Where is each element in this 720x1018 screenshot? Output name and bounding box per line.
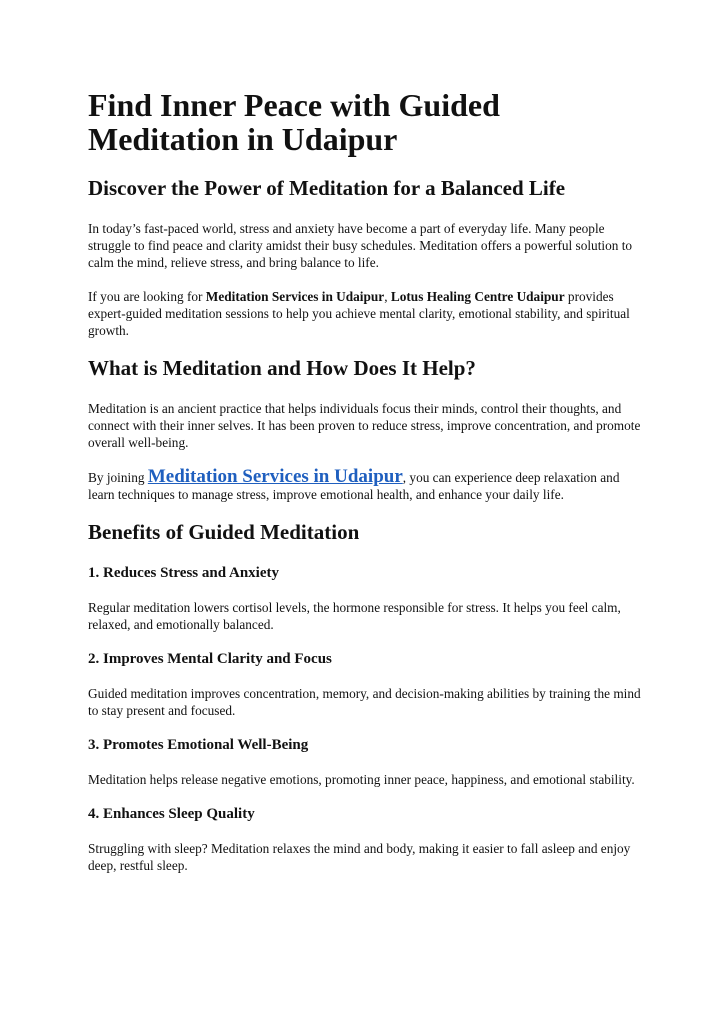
intro-paragraph-1: In today’s fast-paced world, stress and anxiety have become a part of everyday life. Many people struggle to find peace and clarity amidst their busy schedules. Meditation offers a powerful solution to calm the mind, relieve stress, and bring balance to life.	[88, 221, 633, 270]
benefit-2-title: 2. Improves Mental Clarity and Focus	[88, 651, 332, 667]
section-benefits-heading: Benefits of Guided Meditation	[88, 520, 360, 544]
intro-p2-suffix: provides expert-guided meditation sessions to help you achieve mental clarity, emotional stability, and spiritual growth.	[88, 289, 630, 338]
section-what-p2-prefix: By joining	[88, 470, 148, 485]
benefit-1-title: 1. Reduces Stress and Anxiety	[88, 565, 279, 581]
section-what-heading: What is Meditation and How Does It Help?	[88, 356, 476, 380]
document-page	[88, 88, 643, 891]
section-what-p2-suffix: , you can experience deep relaxation and learn techniques to manage stress, improve emotional health, and enhance your daily life.	[88, 470, 620, 502]
intro-p2-bold-centre: Lotus Healing Centre Udaipur	[390, 289, 565, 304]
benefit-4-title: 4. Enhances Sleep Quality	[88, 806, 255, 822]
benefit-3-title: 3. Promotes Emotional Well-Being	[88, 737, 309, 753]
benefit-2-text: Guided meditation improves concentration, memory, and decision-making abilities by training the mind to stay present and focused.	[88, 686, 641, 718]
page-title: Find Inner Peace with Guided Meditation in Udaipur	[88, 87, 500, 157]
meditation-services-link[interactable]: Meditation Services in Udaipur	[147, 466, 403, 487]
benefit-4-text: Struggling with sleep? Meditation relaxes the mind and body, making it easier to fall asleep and enjoy deep, restful sleep.	[88, 841, 631, 873]
benefit-1-text: Regular meditation lowers cortisol levels, the hormone responsible for stress. It helps you feel calm, relaxed, and emotionally balanced.	[88, 600, 621, 632]
benefit-3-text: Meditation helps release negative emotions, promoting inner peace, happiness, and emotional stability.	[88, 772, 635, 787]
page-subtitle: Discover the Power of Meditation for a Balanced Life	[88, 176, 566, 200]
intro-p2-separator: ,	[384, 289, 391, 304]
intro-paragraph-2	[88, 288, 643, 339]
intro-p2-bold-service: Meditation Services in Udaipur	[205, 289, 385, 304]
intro-p2-prefix: If you are looking for	[88, 289, 206, 304]
section-what-paragraph-2	[88, 468, 643, 503]
section-what-paragraph-1: Meditation is an ancient practice that helps individuals focus their minds, control their thoughts, and connect with their inner selves. It has been proven to reduce stress, improve concentration, and promote overall well-being.	[88, 401, 641, 450]
